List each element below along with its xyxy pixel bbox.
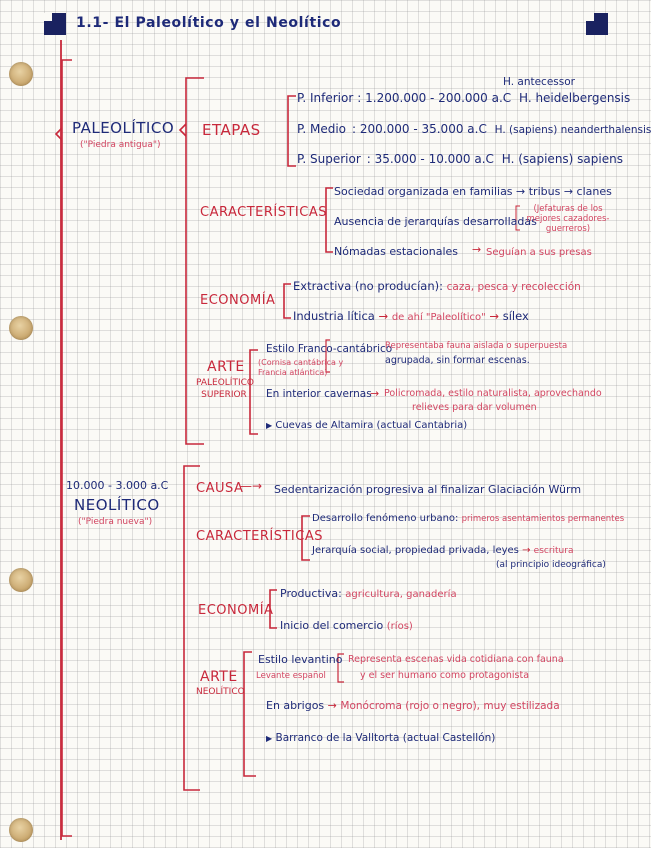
neo-econ-comercio-note: (ríos) [386,621,413,632]
paleo-arte-interior: En interior cavernas [266,388,372,400]
neo-arte-estilo-note-1: Representa escenas vida cotidiana con fauna [348,654,564,665]
neo-caract-item-1-label: Desarrollo fenómeno urbano: [312,513,459,524]
paleolitico-subtitle: ("Piedra antigua") [80,140,161,150]
neo-econ-productiva [280,588,457,600]
etapa-inferior-dates: : 1.200.000 - 200.000 a.C [357,91,512,105]
neo-arte-sub: NEOLÍTICO [196,687,245,697]
etapa-inferior-name: P. Inferior [297,91,354,105]
neo-econ-productiva-label: Productiva: [280,587,342,600]
paleo-caracteristicas-label: CARACTERÍSTICAS [200,205,327,220]
neo-causa-label: CAUSA [196,481,244,496]
neo-caracteristicas-label: CARACTERÍSTICAS [196,529,323,544]
paleo-econ-extractiva [293,280,581,294]
paleo-econ-industria-note: de ahí "Paleolítico" [391,312,486,323]
etapa-inferior [297,92,630,105]
neo-arte-estilo-sub: Levante español [256,671,326,681]
paleo-caract-item-1: Sociedad organizada en familias → tribus → clanes [334,185,612,198]
neo-caract-item-2-note-2: (al principio ideográfica) [496,560,606,570]
paleo-arte-estilo-note-1: Representaba fauna aislada o superpuesta [385,341,568,351]
etapa-superior-species: H. (sapiens) sapiens [501,152,623,166]
paleo-arte-estilo-sub: (Cornisa cantábrica y Francia atlántica) [258,358,344,377]
arrow-icon: → [370,387,380,400]
etapas-label: ETAPAS [202,121,261,139]
paleo-arte-label: ARTE [207,359,245,375]
page-title: 1.1- El Paleolítico y el Neolítico [76,15,342,31]
etapa-inferior-species: H. heidelbergensis [519,91,631,105]
paleo-arte-interior-note-2: relieves para dar volumen [412,402,537,413]
paleo-arte-estilo: Estilo Franco-cantábrico [266,343,393,355]
paleo-econ-industria-label: Industria lítica [293,309,375,323]
etapa-medio [297,123,651,137]
neo-econ-comercio-label: Inicio del comercio [280,619,384,632]
bullet-arrow-icon: ▶ [266,734,273,743]
arrow-icon: → [489,309,500,323]
neo-econ-comercio [280,620,413,632]
etapa-medio-name: P. Medio [297,122,347,136]
neolitico-dates: 10.000 - 3.000 a.C [66,479,169,492]
neo-caract-item-2-label: Jerarquía social, propiedad privada, leyes [312,545,519,556]
neo-caract-item-1 [312,513,624,524]
neo-arte-label: ARTE [200,669,238,685]
etapa-superior [297,153,623,166]
arrow-icon: → [522,545,531,556]
neo-arte-ejemplo-text: Barranco de la Valltorta (actual Castellón) [275,732,496,744]
neo-caract-item-1-note: primeros asentamientos permanentes [461,514,625,524]
paleo-econ-extractiva-label: Extractiva (no producían): [293,279,443,293]
neo-arte-abrigos-label: En abrigos [266,699,325,712]
paleo-arte-ejemplo [266,420,467,431]
paleo-caract-note-nomadas: Seguían a sus presas [486,247,592,258]
species-antecessor: H. antecessor [503,76,575,88]
neo-arte-abrigos [266,700,560,713]
bullet-arrow-icon: ▶ [266,421,273,430]
neo-caract-item-2-note-1: escritura [533,546,574,556]
paleo-econ-industria [293,310,529,323]
arrow-icon: → [472,243,482,256]
neo-arte-ejemplo [266,733,495,745]
etapa-superior-name: P. Superior [297,152,361,166]
neo-econ-productiva-detail: agricultura, ganadería [345,589,457,600]
neolitico-subtitle: ("Piedra nueva") [78,517,153,527]
paleo-arte-sub: PALEOLÍTICO SUPERIOR [196,378,254,400]
neo-arte-estilo: Estilo levantino [258,653,343,666]
paleo-arte-ejemplo-text: Cuevas de Altamira (actual Cantabria) [275,420,468,431]
paleo-economia-label: ECONOMÍA [200,293,276,308]
neo-arte-abrigos-note: Monócroma (rojo o negro), muy estilizada [340,700,560,712]
paleo-caract-note-jerarquias: (Jefaturas de los mejores cazadores-guerreros) [526,204,610,234]
arrow-icon: → [327,699,337,712]
paleo-arte-estilo-note-2: agrupada, sin formar escenas. [385,355,530,366]
etapa-medio-species: H. (sapiens) neanderthalensis [494,124,651,136]
paleo-econ-industria-result: sílex [502,309,529,323]
neo-caract-item-2 [312,545,573,557]
arrow-icon: —→ [240,479,263,493]
paleo-arte-interior-note-1: Policromada, estilo naturalista, aprovechando [384,388,602,399]
paleo-caract-item-3: Nómadas estacionales [334,245,459,258]
paleo-caract-item-2: Ausencia de jerarquías desarrolladas [334,215,537,228]
paleo-econ-extractiva-detail: caza, pesca y recolección [446,281,581,293]
neolitico-heading: NEOLÍTICO [74,496,160,514]
etapa-medio-dates: : 200.000 - 35.000 a.C [352,122,487,136]
neo-arte-estilo-note-2: y el ser humano como protagonista [360,670,530,681]
etapa-superior-dates: : 35.000 - 10.000 a.C [366,152,494,166]
arrow-icon: → [378,309,389,323]
paleolitico-heading: PALEOLÍTICO [72,119,175,137]
neo-economia-label: ECONOMÍA [198,603,274,618]
neo-causa-text: Sedentarización progresiva al finalizar Glaciación Würm [274,483,582,496]
